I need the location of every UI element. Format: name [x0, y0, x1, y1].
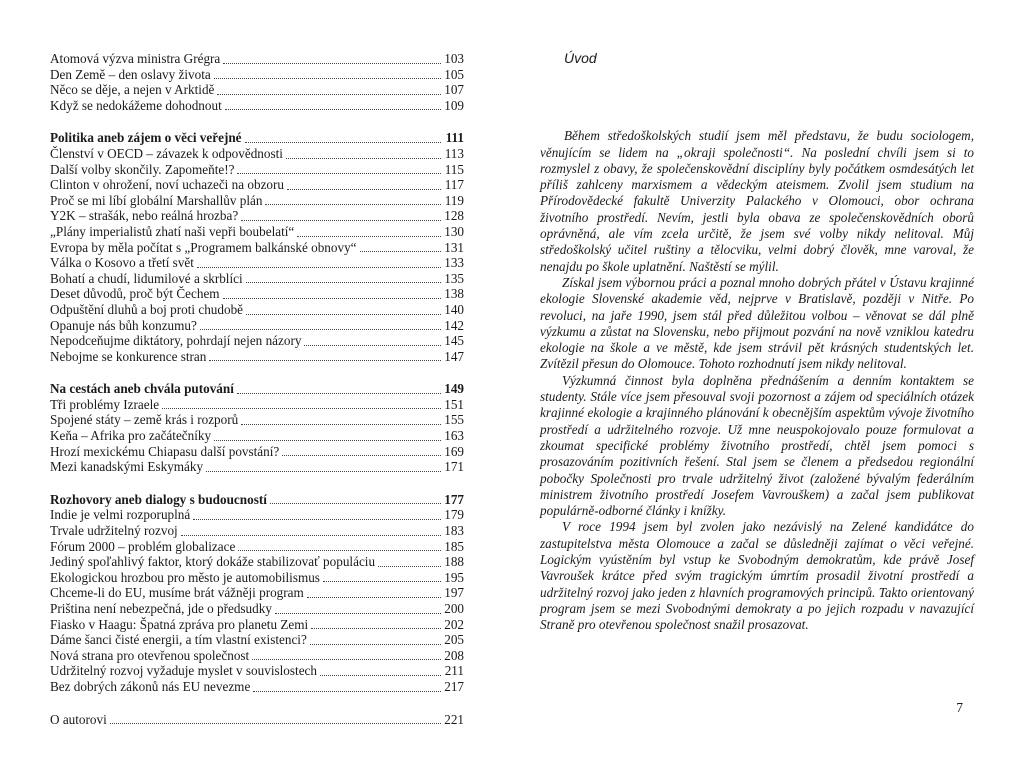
toc-entry-page: 135: [444, 270, 464, 286]
toc-entry: [50, 663, 464, 679]
toc-entry: [50, 570, 464, 586]
intro-paragraph: Výzkumná činnost byla doplněna přednášením a denním kontaktem se studenty. Stále více jsem přesouval svoji pozornost a zájem od speciálních otázek krajinné ekologie a krajinného plánování k obecnějším aspektům vývoje životního prostředí a udržitelného rozvoje. Už mne neuspokojovalo pouze formulovat a zkoumat specifické problémy životního prostředí, chtěl jsem pomoci s prosazováním pozitivních řešení. Stal jsem se členem a předsedou regionální pobočky Společnosti pro trvale udržitelný život (založené bývalým federálním ministrem životního prostředí Josefem Vavrouškem) a začal jsem publikovat populárně-odborné články i knížky.: [540, 372, 974, 519]
leader-dots: [197, 267, 441, 268]
toc-entry-page: 103: [444, 51, 464, 66]
toc-entry-title: Tři problémy Izraele: [50, 396, 160, 412]
toc-entry-page: 140: [444, 301, 464, 317]
toc-section-title: Rozhovory aneb dialogy s budoucností: [50, 491, 267, 507]
leader-dots: [360, 251, 441, 252]
toc-entry: [50, 82, 464, 98]
toc-entry-page: 188: [444, 554, 464, 570]
toc-entry-page: 113: [444, 145, 464, 161]
toc-entry-page: 197: [444, 585, 464, 601]
toc-entry-title: „Plány imperialistů zhatí naši vepři boubelatí“: [50, 223, 295, 239]
toc-entry: [50, 162, 464, 178]
leader-dots: [252, 659, 441, 660]
leader-dots: [206, 471, 441, 472]
toc-entry-page: 117: [444, 177, 464, 193]
leader-dots: [214, 440, 441, 441]
toc-entry: [50, 632, 464, 648]
toc-entry: [50, 224, 464, 240]
toc-entry-page: 195: [444, 569, 464, 585]
toc-entry: [50, 177, 464, 193]
toc-entry-page: 145: [444, 333, 464, 349]
toc-entry-title: Fórum 2000 – problém globalizace: [50, 538, 236, 554]
toc-entry-title: Nová strana pro otevřenou společnost: [50, 647, 250, 663]
toc-entry-page: 105: [444, 66, 464, 82]
toc-entry-title: Hrozí mexickému Chiapasu další povstání?: [50, 443, 280, 459]
leader-dots: [253, 691, 441, 692]
leader-dots: [297, 236, 441, 237]
toc-entry: [50, 67, 464, 83]
toc-entry-page: 163: [444, 428, 464, 444]
toc-entry: [50, 428, 464, 444]
toc-section-page: 221: [444, 711, 464, 727]
toc-entry: [50, 412, 464, 428]
toc-entry: [50, 271, 464, 287]
intro-body: [540, 128, 974, 633]
toc-entry: [50, 318, 464, 334]
toc-entry-title: Členství v OECD – závazek k odpovědnosti: [50, 145, 283, 161]
toc-entry-title: Mezi kanadskými Eskymáky: [50, 459, 204, 475]
leader-dots: [265, 204, 441, 205]
toc-entry-title: Ekologickou hrozbou pro město je automobilismus: [50, 569, 320, 585]
toc-entry-page: 185: [444, 538, 464, 554]
intro-heading: Úvod: [564, 50, 597, 66]
toc-entry-page: 107: [444, 82, 464, 98]
toc-entry: [50, 585, 464, 601]
toc-entry: [50, 333, 464, 349]
toc-section-heading: [50, 712, 464, 728]
toc-entry: [50, 255, 464, 271]
leader-dots: [275, 613, 441, 614]
toc-section-page: 111: [445, 130, 464, 146]
toc-entry: [50, 554, 464, 570]
toc-entry-page: 211: [444, 663, 464, 679]
toc-entry: [50, 302, 464, 318]
intro-paragraph: V roce 1994 jsem byl zvolen jako nezávislý na Zelené kandidátce do zastupitelstva města Olomouce a začal se důsledněji zajímat o věci veřejné. Logickým vyústěním byl vstup ke Svobodným demokratům, kde právě Josef Vavroušek krátce před svým tragickým úmrtím prosadil životní prostředí a udržitelný rozvoj jako jeden z hlavních programových principů. Takto orientovaný program jsem se mezi Svobodnými demokraty a po jejich rozpadu v navazující Straně pro otevřenou společnost snažil prosazovat.: [540, 519, 974, 633]
toc-entry-page: 142: [444, 317, 464, 333]
leader-dots: [214, 78, 441, 79]
leader-dots: [246, 314, 441, 315]
toc-entry-page: 109: [444, 97, 464, 113]
toc-entry-title: Bez dobrých zákonů nás EU nevezme: [50, 678, 251, 694]
toc-section-heading: [50, 130, 464, 146]
toc-entry: [50, 240, 464, 256]
toc-entry-page: 169: [444, 443, 464, 459]
leader-dots: [209, 360, 441, 361]
toc-section-title: Na cestách aneb chvála putování: [50, 381, 234, 397]
intro-paragraph: Získal jsem výbornou práci a poznal mnoho dobrých přátel v Ústavu krajinné ekologie Slovenské akademie věd, nejprve v Bratislavě, později v Nitře. Po revoluci, na jaře 1990, jsem stál před důležitou volbou – věnovat se dál plně výzkumu a zůstat na Slovensku, nebo přijmout pozvání na nově vzniklou katedru ekologie na škole a ve městě, kde jsem strávil pět krásných studentských let. Zvítězil přesun do Olomouce. Tohoto rozhodnutí jsem nikdy nelitoval.: [540, 274, 974, 372]
leader-dots: [110, 723, 441, 724]
toc-entry: [50, 349, 464, 365]
toc-entry: [50, 459, 464, 475]
toc-entry-page: 147: [444, 348, 464, 364]
toc-section: [50, 51, 464, 113]
leader-dots: [304, 345, 441, 346]
toc-entry-title: Den Země – den oslavy života: [50, 66, 211, 82]
toc-entry: [50, 507, 464, 523]
toc-entry: [50, 539, 464, 555]
toc-entry-page: 155: [444, 412, 464, 428]
toc-entry-title: Nepodceňujme diktátory, pohrdají nejen názory: [50, 333, 302, 349]
leader-dots: [238, 550, 441, 551]
toc-section-page: 177: [444, 491, 464, 507]
toc-entry-title: Dáme šanci čisté energii, a tím vlastní existenci?: [50, 632, 307, 648]
toc-entry-title: Spojené státy – země krás i rozporů: [50, 412, 239, 428]
leader-dots: [310, 644, 441, 645]
leader-dots: [223, 298, 441, 299]
toc-entry: [50, 193, 464, 209]
toc-entry-page: 133: [444, 255, 464, 271]
toc-section-heading: [50, 381, 464, 397]
toc-section-heading: [50, 492, 464, 508]
toc-entry: [50, 397, 464, 413]
leader-dots: [320, 675, 441, 676]
leader-dots: [237, 393, 441, 394]
toc-entry-page: 131: [444, 239, 464, 255]
toc-section-page: 149: [444, 381, 464, 397]
toc-entry: [50, 286, 464, 302]
toc-entry-page: 115: [444, 161, 464, 177]
toc-entry-title: Trvale udržitelný rozvoj: [50, 523, 178, 539]
toc-section: [50, 130, 464, 364]
toc-section: [50, 492, 464, 695]
toc-entry: [50, 51, 464, 67]
intro-page: [540, 50, 974, 634]
toc-entry-title: Deset důvodů, proč být Čechem: [50, 286, 220, 302]
toc-entry-title: Válka o Kosovo a třetí svět: [50, 255, 194, 271]
leader-dots: [200, 329, 441, 330]
toc-entry-title: Opanuje nás bůh konzumu?: [50, 317, 197, 333]
toc-entry-page: 138: [444, 286, 464, 302]
toc-entry-title: Jediný spoľahlivý faktor, ktorý dokáže stabilizovať populáciu: [50, 554, 376, 570]
toc-entry-title: Bohatí a chudí, lidumilové a skrblíci: [50, 270, 243, 286]
toc-entry-title: Fiasko v Haagu: Špatná zpráva pro planetu Zemi: [50, 616, 309, 632]
leader-dots: [270, 503, 441, 504]
toc-entry-page: 183: [444, 523, 464, 539]
toc-entry-page: 151: [444, 396, 464, 412]
leader-dots: [245, 142, 441, 143]
toc-entry-title: Priština není nebezpečná, jde o předsudky: [50, 601, 272, 616]
toc-entry: [50, 444, 464, 460]
toc-entry-title: Když se nedokážeme dohodnout: [50, 97, 222, 113]
toc-entry-title: Nebojme se konkurence stran: [50, 348, 207, 364]
toc-entry: [50, 617, 464, 633]
toc-entry-title: Proč se mi líbí globální Marshallův plán: [50, 192, 263, 208]
toc-entry-title: Y2K – strašák, nebo reálná hrozba?: [50, 208, 239, 224]
leader-dots: [282, 455, 441, 456]
leader-dots: [162, 408, 441, 409]
leader-dots: [241, 220, 441, 221]
toc-entry: [50, 601, 464, 617]
leader-dots: [225, 109, 441, 110]
leader-dots: [378, 566, 441, 567]
toc-entry-page: 202: [444, 616, 464, 632]
toc-entry-title: Keňa – Afrika pro začátečníky: [50, 428, 212, 444]
leader-dots: [287, 189, 441, 190]
page-number: 7: [956, 700, 963, 715]
toc-entry: [50, 679, 464, 695]
toc-entry-page: 200: [444, 601, 464, 616]
leader-dots: [217, 94, 441, 95]
toc-entry: [50, 98, 464, 114]
toc-entry-title: Udržitelný rozvoj vyžaduje myslet v souvislostech: [50, 663, 317, 679]
toc-section: [50, 712, 464, 728]
leader-dots: [223, 63, 441, 64]
toc-entry: [50, 208, 464, 224]
toc-entry-title: Něco se děje, a nejen v Arktidě: [50, 82, 215, 98]
leader-dots: [323, 581, 441, 582]
leader-dots: [181, 535, 441, 536]
toc-entry-title: Evropa by měla počítat s „Programem balkánské obnovy“: [50, 239, 357, 255]
toc-entry-title: Indie je velmi rozporuplná: [50, 507, 191, 523]
leader-dots: [193, 519, 441, 520]
leader-dots: [246, 282, 441, 283]
toc-entry: [50, 648, 464, 664]
toc-section-title: Politika aneb zájem o věci veřejné: [50, 130, 242, 146]
leader-dots: [307, 597, 441, 598]
toc-section: [50, 381, 464, 475]
toc-entry-page: 179: [444, 507, 464, 523]
toc-section-title: O autorovi: [50, 711, 107, 727]
toc-entry: [50, 146, 464, 162]
toc-entry-title: Další volby skončily. Zapomeňte!?: [50, 161, 235, 177]
table-of-contents: [50, 51, 464, 744]
toc-entry-page: 205: [444, 632, 464, 648]
toc-entry-page: 128: [444, 208, 464, 224]
toc-entry-title: Chceme-li do EU, musíme brát vážněji program: [50, 585, 304, 601]
leader-dots: [237, 173, 441, 174]
leader-dots: [241, 424, 441, 425]
toc-entry: [50, 523, 464, 539]
toc-entry-page: 130: [444, 223, 464, 239]
toc-entry-page: 171: [444, 459, 464, 475]
toc-entry-title: Odpuštění dluhů a boj proti chudobě: [50, 301, 244, 317]
toc-entry-page: 208: [444, 647, 464, 663]
toc-entry-page: 119: [444, 192, 464, 208]
leader-dots: [286, 158, 441, 159]
leader-dots: [311, 628, 441, 629]
toc-entry-title: Clinton v ohrožení, noví uchazeči na obzoru: [50, 177, 285, 193]
intro-paragraph: Během středoškolských studií jsem měl představu, že budu sociologem, věnujícím se lidem na „okraji společnosti“. Na poslední chvíli jsem si to rozmyslel z obavy, že společenskovědní disciplíny byly počátkem osmdesátých let příliš zahlceny marxismem a vědeckým ateismem. Zvolil jsem studium na Přírodovědecké fakultě Univerzity Palackého v Olomouci, obor ochrana životního prostředí. Nevím, jestli byla obava ze společenskovědních oborů oprávněná, ale vím zcela určitě, že jsem své volby nikdy nelitoval. Můj středoškolský učitel ruštiny a tělocviku, velmi dobrý člověk, mne varoval, že nenajdu po škole uplatnění. Naštěstí se mýlil.: [540, 128, 974, 274]
toc-entry-title: Atomová výzva ministra Grégra: [50, 51, 221, 66]
toc-entry-page: 217: [444, 678, 464, 694]
